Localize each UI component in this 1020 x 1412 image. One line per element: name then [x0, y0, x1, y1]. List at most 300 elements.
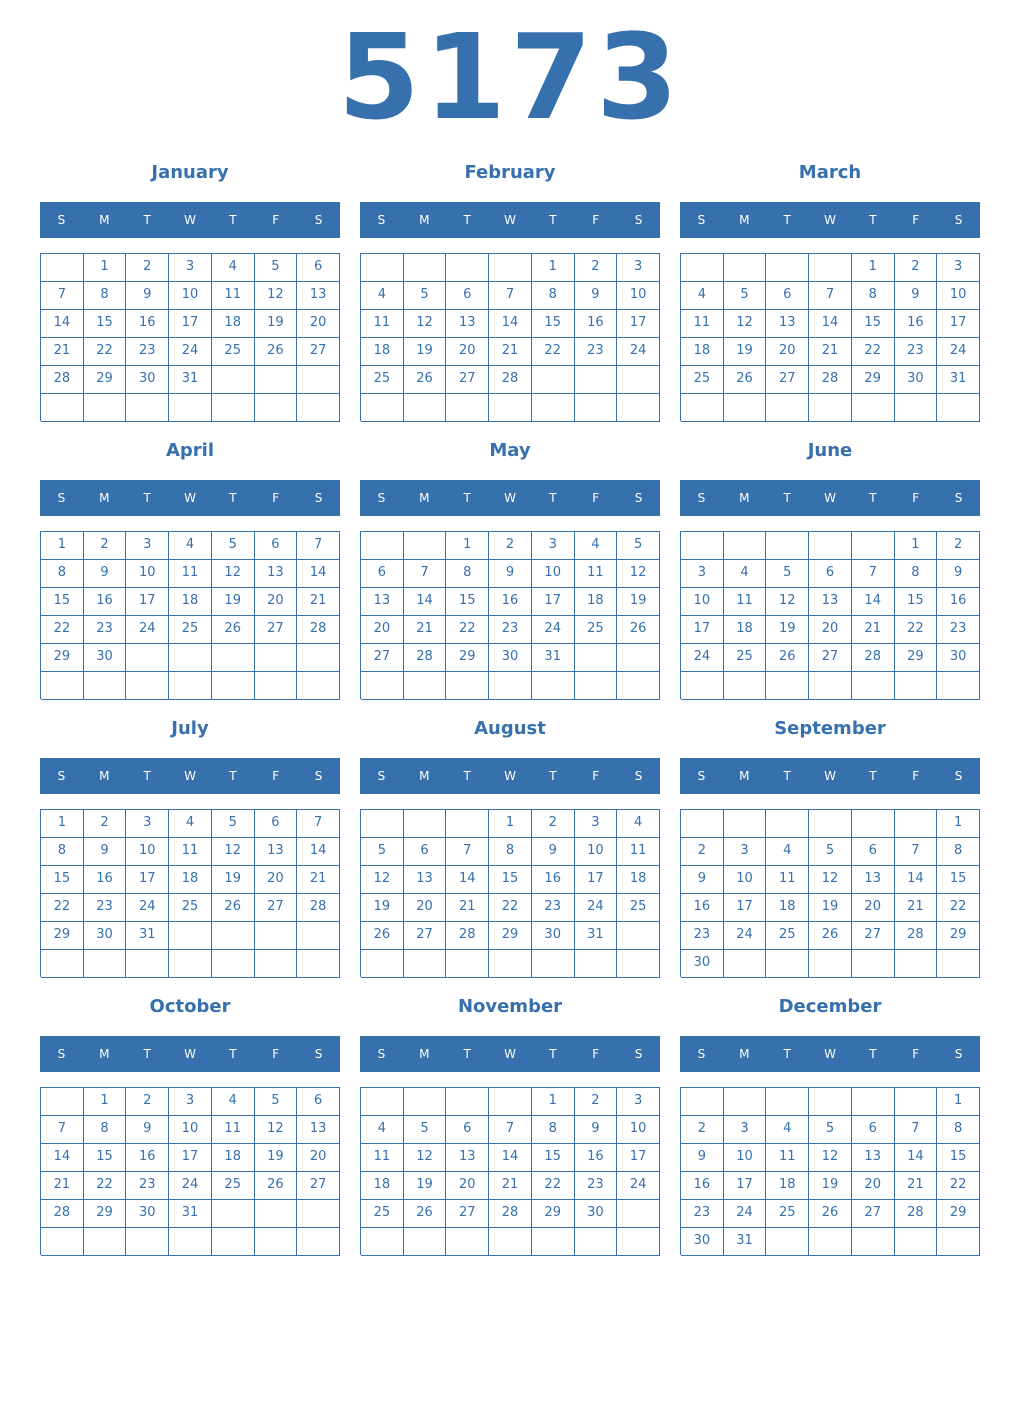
day-cell: 11 [169, 838, 212, 866]
empty-cell [489, 394, 532, 422]
weekday-header [40, 480, 340, 516]
day-cell: 23 [84, 616, 127, 644]
day-cell: 21 [489, 1172, 532, 1200]
day-cell: 11 [212, 1116, 255, 1144]
day-cell: 27 [766, 366, 809, 394]
weekday-label: S [697, 769, 706, 783]
weekday-label: W [504, 1047, 516, 1061]
day-cell: 28 [895, 1200, 938, 1228]
weekday-label: F [272, 769, 280, 783]
empty-cell [937, 394, 980, 422]
day-cell: 18 [766, 1172, 809, 1200]
day-cell: 29 [84, 366, 127, 394]
day-cell: 21 [297, 866, 340, 894]
empty-cell [809, 394, 852, 422]
day-cell: 16 [489, 588, 532, 616]
day-cell: 19 [404, 338, 447, 366]
empty-cell [681, 394, 724, 422]
month-title: July [171, 718, 209, 739]
empty-cell [255, 950, 298, 978]
weekday-label: S [954, 213, 963, 227]
empty-cell [617, 950, 660, 978]
day-cell: 14 [41, 310, 84, 338]
empty-cell [297, 394, 340, 422]
day-cell: 22 [532, 338, 575, 366]
day-cell: 8 [84, 1116, 127, 1144]
empty-cell [212, 1228, 255, 1256]
empty-cell [212, 644, 255, 672]
month-title: February [464, 162, 556, 183]
day-cell: 22 [895, 616, 938, 644]
day-cell: 31 [126, 922, 169, 950]
day-cell: 19 [212, 866, 255, 894]
empty-cell [809, 950, 852, 978]
day-grid [680, 809, 980, 977]
weekday-label: M [419, 769, 430, 783]
day-cell: 5 [212, 532, 255, 560]
day-cell: 10 [724, 1144, 767, 1172]
day-cell: 5 [809, 838, 852, 866]
day-cell: 24 [617, 338, 660, 366]
day-cell: 27 [809, 644, 852, 672]
empty-cell [724, 672, 767, 700]
day-cell: 13 [852, 866, 895, 894]
empty-cell [404, 950, 447, 978]
weekday-label: W [184, 769, 196, 783]
month-title: May [489, 440, 531, 461]
day-cell: 9 [681, 866, 724, 894]
day-cell: 7 [41, 1116, 84, 1144]
day-cell: 13 [809, 588, 852, 616]
empty-cell [575, 1228, 618, 1256]
day-cell: 13 [852, 1144, 895, 1172]
day-cell: 17 [681, 616, 724, 644]
empty-cell [404, 672, 447, 700]
weekday-label: M [419, 1047, 430, 1061]
day-cell: 22 [532, 1172, 575, 1200]
empty-cell [404, 1088, 447, 1116]
day-cell: 31 [532, 644, 575, 672]
weekday-label: S [954, 491, 963, 505]
day-cell: 8 [937, 1116, 980, 1144]
empty-cell [766, 950, 809, 978]
day-cell: 11 [681, 310, 724, 338]
weekday-label: S [57, 769, 66, 783]
weekday-label: T [869, 213, 877, 227]
day-cell: 20 [446, 338, 489, 366]
day-cell: 19 [361, 894, 404, 922]
day-cell: 6 [852, 838, 895, 866]
day-cell: 9 [84, 838, 127, 866]
empty-cell [895, 1228, 938, 1256]
day-cell: 14 [852, 588, 895, 616]
day-cell: 31 [575, 922, 618, 950]
day-cell: 18 [766, 894, 809, 922]
day-cell: 27 [297, 338, 340, 366]
weekday-header [680, 758, 980, 794]
day-cell: 1 [895, 532, 938, 560]
month-title: November [457, 996, 563, 1017]
day-cell: 15 [84, 1144, 127, 1172]
weekday-label: S [57, 213, 66, 227]
day-cell: 14 [809, 310, 852, 338]
empty-cell [617, 922, 660, 950]
day-cell: 8 [41, 560, 84, 588]
day-cell: 13 [446, 1144, 489, 1172]
day-cell: 26 [361, 922, 404, 950]
day-cell: 16 [681, 1172, 724, 1200]
month-title: August [474, 718, 546, 739]
day-grid [40, 1087, 340, 1255]
day-cell: 4 [169, 810, 212, 838]
weekday-label: T [869, 1047, 877, 1061]
day-cell: 10 [169, 1116, 212, 1144]
empty-cell [852, 810, 895, 838]
weekday-header [680, 1036, 980, 1072]
day-cell: 5 [255, 254, 298, 282]
day-cell: 12 [404, 1144, 447, 1172]
day-cell: 24 [575, 894, 618, 922]
day-grid [40, 531, 340, 699]
day-cell: 8 [532, 282, 575, 310]
day-cell: 28 [404, 644, 447, 672]
weekday-label: T [229, 213, 237, 227]
day-cell: 26 [724, 366, 767, 394]
empty-cell [126, 394, 169, 422]
empty-cell [361, 254, 404, 282]
day-cell: 7 [895, 1116, 938, 1144]
day-cell: 24 [532, 616, 575, 644]
weekday-label: W [824, 491, 836, 505]
weekday-label: W [824, 1047, 836, 1061]
day-cell: 30 [681, 1228, 724, 1256]
day-cell: 4 [766, 838, 809, 866]
weekday-label: T [143, 1047, 151, 1061]
weekday-label: S [314, 491, 323, 505]
weekday-label: S [377, 491, 386, 505]
empty-cell [724, 1088, 767, 1116]
day-cell: 4 [681, 282, 724, 310]
weekday-label: T [229, 769, 237, 783]
day-cell: 27 [361, 644, 404, 672]
day-cell: 13 [404, 866, 447, 894]
day-cell: 12 [809, 1144, 852, 1172]
day-cell: 5 [212, 810, 255, 838]
day-cell: 27 [255, 894, 298, 922]
day-cell: 21 [41, 338, 84, 366]
weekday-label: M [739, 213, 750, 227]
day-cell: 27 [446, 1200, 489, 1228]
empty-cell [724, 810, 767, 838]
empty-cell [84, 394, 127, 422]
day-cell: 27 [255, 616, 298, 644]
empty-cell [212, 922, 255, 950]
day-cell: 23 [84, 894, 127, 922]
day-cell: 24 [724, 922, 767, 950]
day-cell: 18 [575, 588, 618, 616]
empty-cell [895, 672, 938, 700]
day-cell: 31 [937, 366, 980, 394]
day-cell: 20 [297, 1144, 340, 1172]
day-cell: 22 [84, 1172, 127, 1200]
day-cell: 22 [489, 894, 532, 922]
weekday-label: W [824, 213, 836, 227]
day-cell: 28 [297, 616, 340, 644]
day-cell: 8 [84, 282, 127, 310]
day-cell: 10 [617, 1116, 660, 1144]
day-cell: 29 [41, 922, 84, 950]
empty-cell [617, 366, 660, 394]
day-cell: 28 [41, 366, 84, 394]
day-cell: 29 [937, 1200, 980, 1228]
day-cell: 17 [724, 894, 767, 922]
empty-cell [852, 672, 895, 700]
day-cell: 17 [937, 310, 980, 338]
empty-cell [41, 254, 84, 282]
day-cell: 22 [41, 616, 84, 644]
day-cell: 23 [126, 1172, 169, 1200]
day-grid [680, 531, 980, 699]
weekday-label: T [549, 213, 557, 227]
empty-cell [84, 1228, 127, 1256]
empty-cell [41, 672, 84, 700]
weekday-label: T [463, 213, 471, 227]
day-cell: 27 [297, 1172, 340, 1200]
day-cell: 25 [169, 616, 212, 644]
day-cell: 17 [532, 588, 575, 616]
day-cell: 20 [255, 866, 298, 894]
day-cell: 7 [404, 560, 447, 588]
day-cell: 19 [617, 588, 660, 616]
day-cell: 29 [852, 366, 895, 394]
empty-cell [852, 532, 895, 560]
weekday-label: T [143, 769, 151, 783]
empty-cell [446, 1228, 489, 1256]
day-cell: 1 [41, 532, 84, 560]
empty-cell [724, 532, 767, 560]
day-cell: 28 [446, 922, 489, 950]
empty-cell [404, 532, 447, 560]
day-cell: 18 [617, 866, 660, 894]
day-cell: 7 [489, 282, 532, 310]
weekday-label: S [954, 769, 963, 783]
weekday-header [680, 480, 980, 516]
weekday-label: F [912, 769, 920, 783]
empty-cell [532, 672, 575, 700]
day-cell: 28 [297, 894, 340, 922]
day-cell: 8 [532, 1116, 575, 1144]
day-cell: 19 [766, 616, 809, 644]
day-cell: 21 [852, 616, 895, 644]
weekday-label: W [184, 213, 196, 227]
empty-cell [852, 1228, 895, 1256]
day-cell: 12 [766, 588, 809, 616]
empty-cell [724, 394, 767, 422]
empty-cell [809, 672, 852, 700]
weekday-label: W [504, 213, 516, 227]
day-cell: 21 [895, 1172, 938, 1200]
day-cell: 19 [809, 894, 852, 922]
day-cell: 4 [575, 532, 618, 560]
weekday-label: M [739, 769, 750, 783]
empty-cell [255, 672, 298, 700]
day-cell: 6 [446, 1116, 489, 1144]
weekday-label: F [592, 1047, 600, 1061]
day-cell: 20 [404, 894, 447, 922]
day-cell: 10 [724, 866, 767, 894]
weekday-header [360, 1036, 660, 1072]
day-cell: 28 [809, 366, 852, 394]
empty-cell [724, 950, 767, 978]
empty-cell [852, 950, 895, 978]
weekday-label: S [634, 1047, 643, 1061]
weekday-label: F [912, 491, 920, 505]
weekday-label: T [783, 491, 791, 505]
day-cell: 23 [681, 1200, 724, 1228]
empty-cell [489, 1228, 532, 1256]
day-cell: 6 [852, 1116, 895, 1144]
day-cell: 12 [212, 560, 255, 588]
day-cell: 8 [41, 838, 84, 866]
day-cell: 1 [446, 532, 489, 560]
day-cell: 2 [575, 1088, 618, 1116]
day-cell: 12 [255, 1116, 298, 1144]
day-cell: 16 [575, 1144, 618, 1172]
empty-cell [575, 672, 618, 700]
day-cell: 9 [126, 282, 169, 310]
day-cell: 20 [446, 1172, 489, 1200]
day-cell: 5 [766, 560, 809, 588]
day-cell: 25 [361, 366, 404, 394]
day-cell: 11 [766, 1144, 809, 1172]
day-cell: 29 [895, 644, 938, 672]
weekday-label: F [592, 213, 600, 227]
month-title: December [778, 996, 882, 1017]
day-cell: 16 [126, 1144, 169, 1172]
empty-cell [212, 366, 255, 394]
day-cell: 25 [575, 616, 618, 644]
weekday-label: W [184, 1047, 196, 1061]
empty-cell [361, 394, 404, 422]
day-cell: 8 [446, 560, 489, 588]
day-cell: 16 [84, 866, 127, 894]
day-cell: 4 [169, 532, 212, 560]
day-cell: 9 [937, 560, 980, 588]
weekday-label: M [99, 491, 110, 505]
day-cell: 24 [126, 616, 169, 644]
day-cell: 15 [489, 866, 532, 894]
day-cell: 25 [361, 1200, 404, 1228]
empty-cell [617, 1228, 660, 1256]
day-cell: 15 [895, 588, 938, 616]
day-cell: 20 [255, 588, 298, 616]
day-cell: 15 [532, 310, 575, 338]
day-cell: 14 [489, 310, 532, 338]
day-cell: 21 [489, 338, 532, 366]
day-cell: 18 [361, 1172, 404, 1200]
day-cell: 9 [575, 282, 618, 310]
empty-cell [84, 672, 127, 700]
empty-cell [255, 1228, 298, 1256]
empty-cell [489, 1088, 532, 1116]
weekday-label: S [634, 213, 643, 227]
day-cell: 23 [681, 922, 724, 950]
empty-cell [809, 1228, 852, 1256]
day-cell: 28 [489, 366, 532, 394]
day-cell: 29 [489, 922, 532, 950]
day-cell: 19 [212, 588, 255, 616]
day-cell: 22 [937, 894, 980, 922]
empty-cell [532, 1228, 575, 1256]
day-cell: 17 [169, 1144, 212, 1172]
day-cell: 29 [84, 1200, 127, 1228]
day-cell: 12 [255, 282, 298, 310]
weekday-label: M [739, 491, 750, 505]
day-cell: 27 [404, 922, 447, 950]
day-cell: 9 [489, 560, 532, 588]
weekday-label: S [377, 213, 386, 227]
weekday-label: S [634, 769, 643, 783]
weekday-label: M [419, 491, 430, 505]
day-cell: 30 [84, 922, 127, 950]
weekday-label: F [272, 1047, 280, 1061]
day-cell: 5 [724, 282, 767, 310]
day-cell: 25 [169, 894, 212, 922]
day-grid [360, 1087, 660, 1255]
day-cell: 13 [446, 310, 489, 338]
day-cell: 7 [446, 838, 489, 866]
weekday-label: T [229, 491, 237, 505]
day-cell: 29 [532, 1200, 575, 1228]
weekday-label: S [377, 1047, 386, 1061]
empty-cell [681, 254, 724, 282]
day-cell: 7 [297, 810, 340, 838]
weekday-label: T [229, 1047, 237, 1061]
weekday-label: T [143, 491, 151, 505]
day-cell: 29 [937, 922, 980, 950]
empty-cell [41, 1228, 84, 1256]
weekday-label: S [954, 1047, 963, 1061]
day-cell: 1 [489, 810, 532, 838]
empty-cell [852, 394, 895, 422]
day-cell: 17 [724, 1172, 767, 1200]
empty-cell [169, 394, 212, 422]
empty-cell [809, 810, 852, 838]
day-cell: 16 [532, 866, 575, 894]
day-cell: 4 [212, 1088, 255, 1116]
empty-cell [404, 810, 447, 838]
day-cell: 10 [126, 560, 169, 588]
day-cell: 21 [41, 1172, 84, 1200]
day-cell: 14 [404, 588, 447, 616]
day-cell: 14 [895, 866, 938, 894]
empty-cell [169, 950, 212, 978]
day-cell: 3 [724, 838, 767, 866]
day-cell: 24 [169, 338, 212, 366]
day-cell: 16 [84, 588, 127, 616]
day-cell: 10 [532, 560, 575, 588]
day-cell: 30 [575, 1200, 618, 1228]
empty-cell [41, 1088, 84, 1116]
empty-cell [489, 950, 532, 978]
day-cell: 30 [937, 644, 980, 672]
weekday-label: T [463, 769, 471, 783]
day-grid [360, 531, 660, 699]
day-cell: 14 [489, 1144, 532, 1172]
weekday-label: F [592, 769, 600, 783]
day-cell: 3 [169, 1088, 212, 1116]
weekday-label: T [869, 491, 877, 505]
